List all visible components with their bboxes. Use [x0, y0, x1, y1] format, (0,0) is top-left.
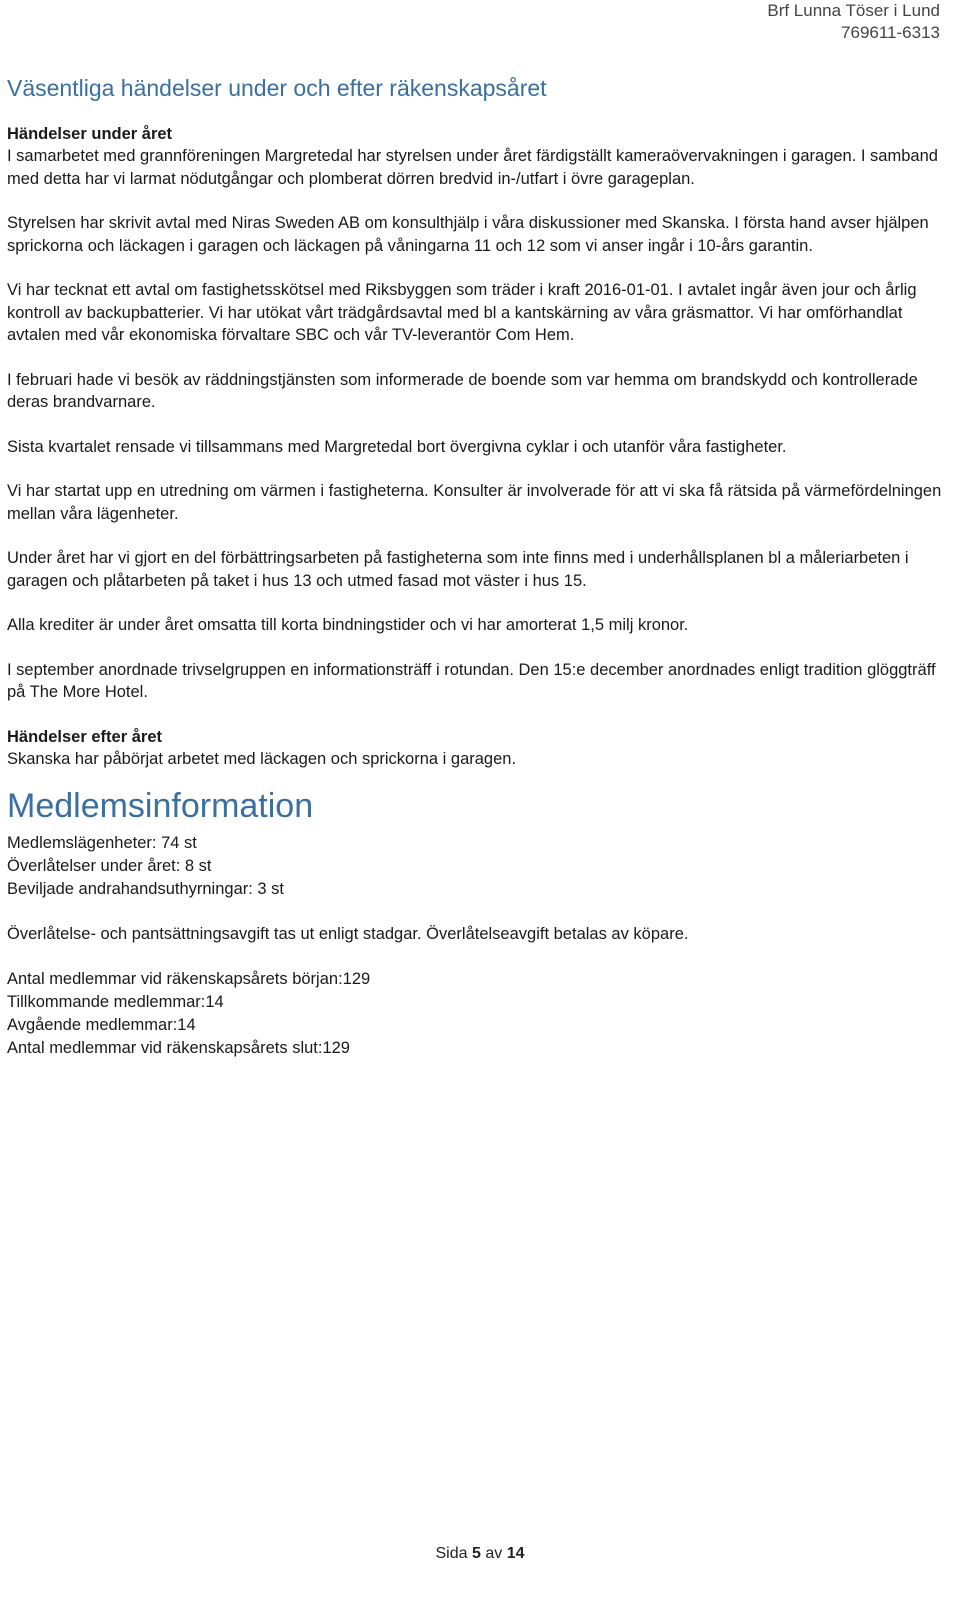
paragraph-fire-safety: I februari hade vi besök av räddningstjänsten som informerade de boende som var hemma om brandskydd och kontrollerade deras brandvarnare. — [7, 370, 918, 411]
paragraph-heating-investigation: Vi har startat upp en utredning om värmen i fastigheterna. Konsulter är involverade för att vi ska få rätsida på värmefördelningen mellan våra lägenheter. — [7, 482, 942, 523]
paragraph-skanska-work: Skanska har påbörjat arbetet med läckagen och sprickorna i garagen. — [7, 749, 517, 768]
heading-events-during-year: Händelser under året — [7, 125, 173, 143]
paragraph-property-management: Vi har tecknat ett avtal om fastighetsskötsel med Riksbyggen som träder i kraft 2016-01-01. I avtalet ingår även jour och årlig kontroll av backupbatterier. Vi har utökat vårt trädgårdsavtal med bl a kantskärning av våra gräsmattor. Vi har omförhandlat avtalen med vår ekonomiska förvaltare SBC och vår TV-leverantör Com Hem. — [7, 281, 917, 344]
organization-number: 769611-6313 — [841, 23, 940, 42]
members-end: Antal medlemmar vid räkenskapsårets slut:129 — [7, 1039, 350, 1057]
paragraph-niras-agreement: Styrelsen har skrivit avtal med Niras Sweden AB om konsulthjälp i våra diskussioner med Skanska. I första hand avser hjälpen sprickorna och läckagen i garagen och läckagen på våningarna 11 och 12 som vi anser ingår i 10-års garantin. — [7, 214, 929, 255]
fees-info: Överlåtelse- och pantsättningsavgift tas ut enligt stadgar. Överlåtelseavgift betalas av köpare. — [7, 925, 689, 943]
page-footer — [0, 1545, 960, 1563]
transfers-count: Överlåtelser under året: 8 st — [7, 857, 212, 875]
paragraph-social-events: I september anordnade trivselgruppen en informationsträff i rotundan. Den 15:e december anordnades enligt tradition glöggträff på The More Hotel. — [7, 660, 936, 701]
page-header — [767, 0, 940, 44]
member-apartments: Medlemslägenheter: 74 st — [7, 834, 197, 852]
members-start: Antal medlemmar vid räkenskapsårets början:129 — [7, 970, 371, 988]
paragraph-bicycle-cleanup: Sista kvartalet rensade vi tillsammans med Margretedal bort övergivna cyklar i och utanför våra fastigheter. — [7, 437, 787, 456]
page-separator: av — [485, 1545, 503, 1562]
document-body — [7, 73, 942, 1060]
page-label: Sida — [435, 1545, 468, 1562]
paragraph-improvements: Under året har vi gjort en del förbättringsarbeten på fastigheterna som inte finns med i underhållsplanen bl a måleriarbeten i garagen och plåtarbeten på taket i hus 13 och utmed fasad mot väster i hus 15. — [7, 549, 909, 590]
heading-events-after-year: Händelser efter året — [7, 727, 162, 746]
paragraph-camera-surveillance: I samarbetet med grannföreningen Margretedal har styrelsen under året färdigställt kameraövervakningen i garagen. I samband med detta har vi larmat nödutgångar och plomberat dörren bredvid in-/utfart i övre garageplan. — [7, 147, 938, 188]
section-title-events: Väsentliga händelser under och efter räkenskapsåret — [7, 75, 547, 101]
sublets-count: Beviljade andrahandsuthyrningar: 3 st — [7, 880, 285, 898]
members-left: Avgående medlemmar:14 — [7, 1016, 196, 1034]
organization-name: Brf Lunna Töser i Lund — [767, 1, 940, 20]
members-added: Tillkommande medlemmar:14 — [7, 993, 224, 1011]
section-title-member-info: Medlemsinformation — [7, 787, 314, 825]
page-total: 14 — [506, 1545, 525, 1562]
page-current: 5 — [471, 1545, 481, 1562]
paragraph-credits: Alla krediter är under året omsatta till korta bindningstider och vi har amorterat 1,5 milj kronor. — [7, 616, 689, 634]
